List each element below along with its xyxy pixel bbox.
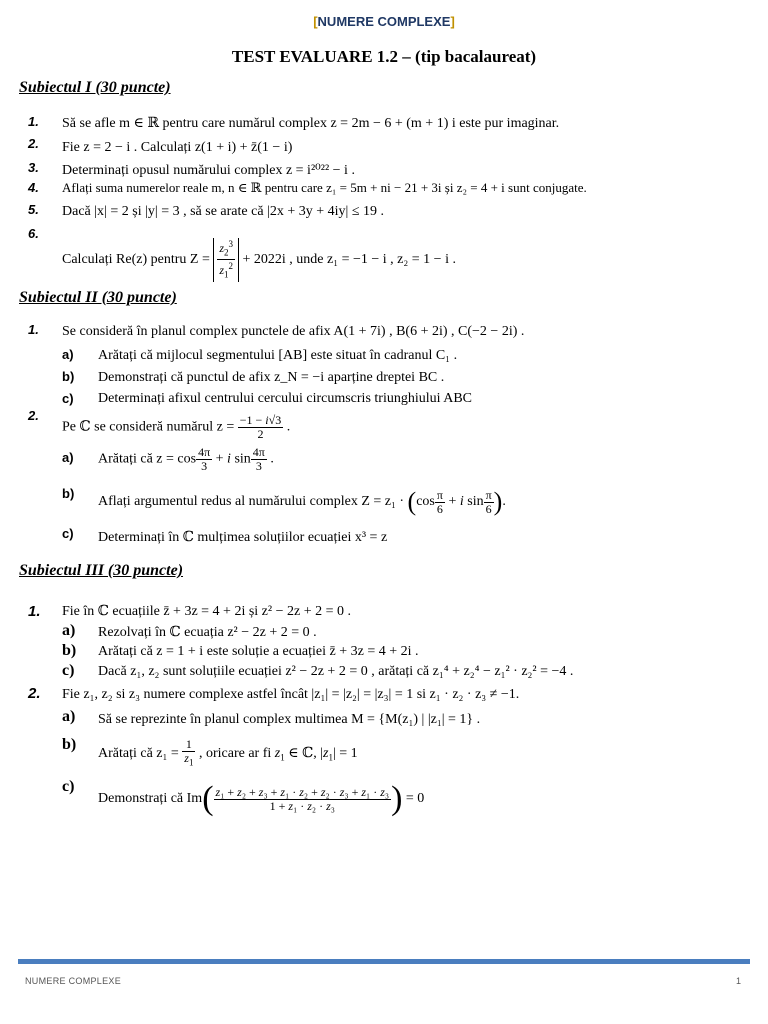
subitem-letter: c) — [62, 391, 74, 406]
item-number: 1. — [28, 114, 39, 129]
problem-text: Dacă z₁, z₂ sunt soluțiile ecuației z² − 2z + 2 = 0 , arătați că z₁⁴ + z₂⁴ − z₁² · z₂² = −4 . — [98, 664, 574, 679]
footer-title: NUMERE COMPLEXE — [25, 976, 122, 986]
problem-text: Să se reprezinte în planul complex multimea M = {M(z₁) | |z₁| = 1} . — [98, 712, 481, 727]
section-title-2: Subiectul II (30 puncte) — [19, 289, 177, 306]
subitem-letter: a) — [62, 347, 74, 362]
page-number: 1 — [736, 976, 742, 986]
footer-divider — [18, 959, 750, 964]
problem-text: Determinați în ℂ mulțimea soluțiilor ecuației x³ = z — [98, 530, 388, 545]
header-tag: [NUMERE COMPLEXE] — [313, 14, 455, 29]
subitem-letter: c) — [62, 662, 75, 679]
subitem-letter: c) — [62, 526, 74, 541]
problem-text: Aflați argumentul redus al numărului complex Z = z₁ · (cos $\frac{\pi}{6}$ + i sin $\frac{\pi}{6}$ ). — [98, 487, 506, 516]
problem-text: Aflați suma numerelor reale m, n ∈ ℝ pentru care z₁ = 5m + ni − 21 + 3i și z₂ = 4 + i sunt conjugate. — [62, 180, 587, 195]
item-number: 1. — [28, 322, 39, 337]
subitem-letter: c) — [62, 778, 75, 795]
problem-text: Să se afle m ∈ ℝ pentru care numărul complex z = 2m − 6 + (m + 1) i este pur imaginar. — [62, 116, 560, 131]
problem-text: Arătați că z = 1 + i este soluție a ecuației z̄ + 3z = 4 + 2i . — [98, 644, 419, 659]
item-number: 2. — [28, 408, 39, 423]
item-number: 1. — [28, 603, 41, 620]
problem-text: Dacă |x| = 2 și |y| = 3 , să se arate că |2x + 3y + 4iy| ≤ 19 . — [62, 204, 385, 219]
problem-text: Demonstrați că punctul de afix z_N = −i aparține dreptei BC . — [98, 370, 445, 385]
problem-text: Fie z = 2 − i . Calculați z(1 + i) + z̄(1 − i) — [62, 140, 293, 155]
item-number: 6. — [28, 226, 39, 241]
problem-text: Se consideră în planul complex punctele de afix A(1 + 7i) , B(6 + 2i) , C(−2 − 2i) . — [62, 324, 525, 339]
problem-text: Rezolvați în ℂ ecuația z² − 2z + 2 = 0 . — [98, 625, 317, 640]
section-title-1: Subiectul I (30 puncte) — [19, 79, 171, 96]
item-number: 5. — [28, 202, 39, 217]
problem-text: Pe ℂ se consideră numărul z = $\frac{-1 - i√3}{2}$ . — [62, 413, 291, 441]
subitem-letter: b) — [62, 642, 77, 659]
problem-text: Fie z₁, z₂ si z₃ numere complexe astfel încât |z₁| = |z₂| = |z₃| = 1 si z₁ · z₂ · z₃ ≠ −1. — [62, 687, 520, 702]
subitem-letter: b) — [62, 369, 75, 384]
problem-text: Calculați Re(z) pentru Z = $\frac{z_2^3}{z_1^2}$ + 2022i , unde z₁ = −1 − i , z₂ = 1 − i . — [62, 239, 456, 280]
item-number: 2. — [28, 136, 39, 151]
subitem-letter: a) — [62, 708, 76, 725]
problem-text: Arătați că z₁ = $\frac{1}{z_1}$ , oricare ar fi $z_1$ ∈ ℂ, $|z_1| = 1$ — [98, 737, 358, 768]
problem-text: Fie în ℂ ecuațiile z̄ + 3z = 4 + 2i și z² − 2z + 2 = 0 . — [62, 604, 351, 619]
item-number: 3. — [28, 160, 39, 175]
section-title-3: Subiectul III (30 puncte) — [19, 562, 184, 579]
item-number: 2. — [28, 685, 41, 702]
subitem-letter: a) — [62, 450, 74, 465]
problem-text: Arătați că mijlocul segmentului [AB] este situat în cadranul C₁ . — [98, 348, 458, 363]
subitem-letter: b) — [62, 736, 77, 753]
problem-text: Determinați opusul numărului complex z = i²⁰²² − i . — [62, 163, 355, 178]
problem-text: Demonstrați că Im( $\frac{\text{z₁ + z₂ + z₃ + z₁ · z₂ + z₂ · z₃ + z₁ · z₃}}{\text{1 + z₁ · z₂ · z₃}}$ ) = 0 — [98, 780, 425, 817]
test-title: TEST EVALUARE 1.2 – (tip bacalaureat) — [231, 47, 537, 66]
item-number: 4. — [28, 180, 39, 195]
subitem-letter: a) — [62, 622, 76, 639]
problem-text: Arătați că z = cos $\frac{4\pi}{3}$ + i sin $\frac{4\pi}{3}$ . — [98, 445, 274, 473]
subitem-letter: b) — [62, 486, 75, 501]
problem-text: Determinați afixul centrului cercului circumscris triunghiului ABC — [98, 391, 473, 406]
